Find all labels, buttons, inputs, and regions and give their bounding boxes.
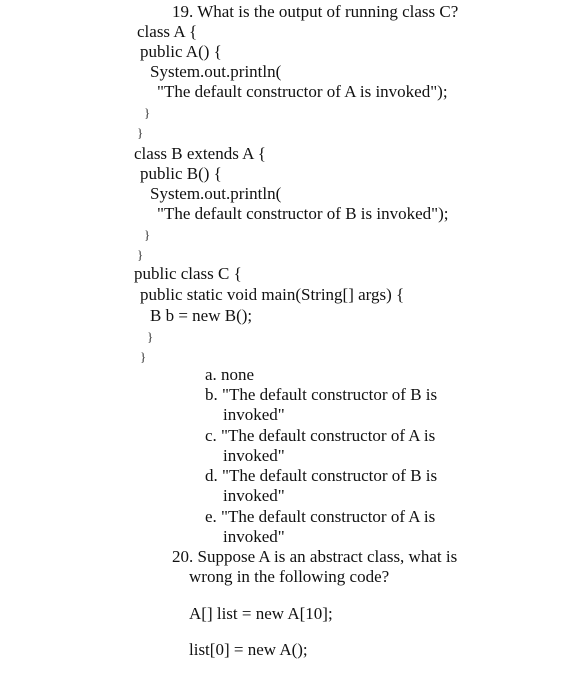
code-line: } — [144, 227, 151, 242]
code-line: } — [137, 247, 144, 262]
code-line: list[0] = new A(); — [189, 640, 308, 659]
option-d-continued: invoked" — [223, 486, 285, 505]
question-20-heading-continued: wrong in the following code? — [189, 567, 390, 586]
code-line: public class C { — [134, 264, 242, 283]
code-line: "The default constructor of B is invoked"); — [157, 204, 449, 223]
option-e-continued: invoked" — [223, 527, 285, 546]
option-b: b. "The default constructor of B is — [205, 385, 438, 404]
question-19-heading: 19. What is the output of running class C? — [172, 2, 459, 21]
option-b-continued: invoked" — [223, 405, 285, 424]
code-line: } — [144, 105, 151, 120]
code-line: System.out.println( — [150, 184, 282, 203]
code-line: class B extends A { — [134, 144, 266, 163]
option-e: e. "The default constructor of A is — [205, 507, 436, 526]
code-line: } — [140, 349, 147, 364]
code-line: class A { — [137, 22, 198, 41]
option-d: d. "The default constructor of B is — [205, 466, 438, 485]
code-line: } — [147, 329, 154, 344]
option-a: a. none — [205, 365, 255, 384]
option-c: c. "The default constructor of A is — [205, 426, 436, 445]
code-line: "The default constructor of A is invoked"); — [157, 82, 448, 101]
code-line: B b = new B(); — [150, 306, 253, 325]
code-line: public A() { — [140, 42, 222, 61]
code-line: public static void main(String[] args) { — [140, 285, 405, 304]
code-line: } — [137, 125, 144, 140]
code-line: public B() { — [140, 164, 222, 183]
option-c-continued: invoked" — [223, 446, 285, 465]
code-line: System.out.println( — [150, 62, 282, 81]
question-20-heading: 20. Suppose A is an abstract class, what is — [172, 547, 458, 566]
code-line: A[] list = new A[10]; — [189, 604, 333, 623]
